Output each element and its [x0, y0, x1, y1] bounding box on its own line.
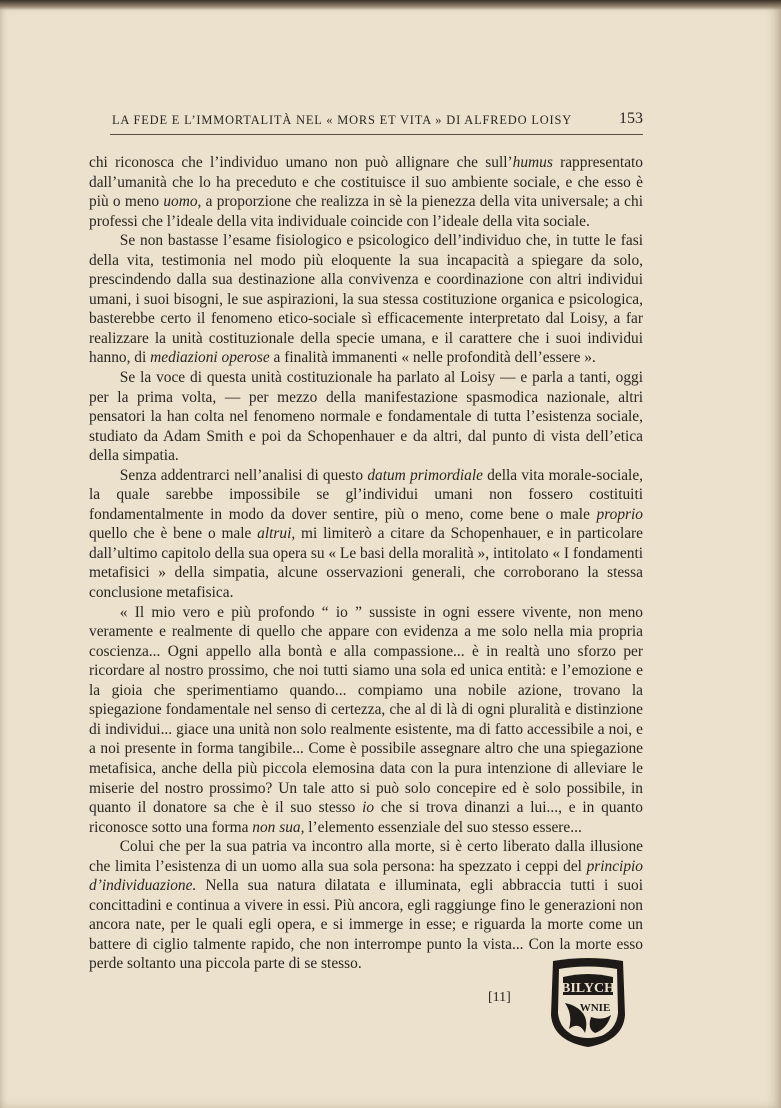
text-run: Colui che per la sua patria va incontro alla morte, si è certo liberato dalla illusione che limita l’esistenza di un uomo alla sua sola persona: ha spezzato i ceppi del	[89, 838, 643, 875]
paragraph	[89, 466, 643, 603]
library-stamp-icon	[545, 955, 631, 1049]
text-run: Se la voce di questa unità costituzionale ha parlato al Loisy — e parla a tanti, oggi per la prima volta, — per mezzo della manifestazione spasmodica nazionale, altri pensatori la han colta nel fenomeno normale e fondamentale di tutta l’esistenza sociale, studiato da Adam Smith e poi da Schopenhauer e da altri, dal punto di vista dell’etica della simpatia.	[89, 369, 643, 465]
text-run: « Il mio vero e più profondo “ io ” sussiste in ogni essere vivente, non meno veramente e realmente di quello che appare con evidenza a me solo nella mia propria coscienza... Ogni appello alla bontà e alla compassione... è in realtà uno sforzo per ricordare al nostro prossimo, che noi tutti siamo una sola ed unica entità: e l’emozione e la gioia che sperimentiamo quando... compiamo una nobile azione, trovano la spiegazione fondamentale nel senso di certezza, che al di là di ogni pluralità e distinzione di individui... giace una unità non solo realmente esistente, ma di fatto accessibile a noi, e a noi presente in forma tangibile... Come è possibile assegnare altro che una spiegazione metafisica, anche della più piccola elemosina data con la pura intenzione di alleviare le miserie del nostro prossimo? Un tale atto si può solo concepire ed è solo possibile, in quanto il donatore sa che è il suo stesso	[89, 603, 643, 817]
text-run: Nella sua natura dilatata e illuminata, egli abbraccia tutti i suoi concittadini e continua a vivere in essi. Più ancora, egli raggiunge fino le generazioni non ancora nate, per le quali egli opera, e si immerge in esse; e riguarda la morte come un battere di ciglio talmente rapido, che non interrompe punto la vista... Con la morte esso perde soltanto una piccola parte di se stesso.	[89, 877, 643, 973]
text-run: della vita morale-sociale, la quale sarebbe impossibile se gl’individui umani non fossero costituiti fondamentalmente in modo da dover sentire, più o meno, come bene o male	[89, 466, 644, 523]
text-run: l’elemento essenziale del suo stesso essere...	[304, 818, 582, 836]
text-run: rappresentato dall’umanità che lo ha preceduto e che costituisce il suo ambiente sociale, e che esso è più o meno	[89, 154, 643, 211]
page-header	[110, 110, 643, 134]
paragraph	[89, 231, 643, 368]
italic-run: datum primordiale	[367, 466, 483, 484]
text-run: Se non bastasse l’esame fisiologico e psicologico dell’individuo che, in tutte le fasi della vita, testimonia nel modo più eloquente la sua incapacità a spiegare da solo, prescindendo dalla sua destinazione alla convivenza e coordinazione con altri individui umani, i suoi bisogni, le sue aspirazioni, la sua stessa costituzione organica e psicologica, basterebbe certo il fenomeno etico-sociale sì efficacemente interpretato dal Loisy, a far realizzare la unità costituzionale della specie umana, e il carattere che i suoi individui hanno, di	[89, 232, 643, 367]
page-number: 153	[619, 110, 643, 127]
paragraph	[89, 837, 643, 974]
header-rule	[110, 134, 643, 135]
text-run: che si trova dinanzi a lui..., e in quanto riconosce sotto una forma	[89, 799, 643, 836]
italic-run: proprio	[596, 505, 643, 523]
paragraph	[89, 368, 643, 466]
paragraph	[89, 603, 643, 838]
text-run: a proporzione che realizza in sè la pienezza della vita universale; a chi professi che l’ideale della vita individuale coincide con l’ideale della vita sociale.	[89, 193, 643, 230]
paragraph	[89, 153, 643, 231]
italic-run: non sua,	[252, 818, 305, 836]
italic-run: io	[362, 799, 375, 817]
running-head: LA FEDE E L’IMMORTALITÀ NEL « MORS ET VITA » DI ALFREDO LOISY	[112, 113, 573, 127]
text-run: quello che è bene o male	[89, 525, 258, 543]
italic-run: mediazioni operose	[150, 349, 270, 367]
text-run: Senza addentrarci nell’analisi di questo	[119, 466, 368, 484]
page-edge-shadow	[0, 0, 781, 10]
text-run: mi limiterò a citare da Schopenhauer, e in particolare dall’ultimo capitolo della sua opera su « Le basi della moralità », intitolato « I fondamenti metafisici » della simpatia, alcune osservazioni generali, che corroborano la stessa conclusione metafisica.	[89, 525, 644, 602]
body-text	[89, 153, 643, 974]
italic-run: principio d’individuazione.	[89, 857, 643, 895]
signature-mark: [11]	[488, 990, 511, 1005]
text-run: a finalità immanenti « nelle profondità dell’essere ».	[269, 349, 596, 367]
italic-run: uomo,	[163, 193, 202, 211]
italic-run: altrui,	[257, 525, 296, 543]
text-run: chi riconosca che l’individuo umano non può allignare che sull’	[89, 154, 513, 171]
italic-run: humus	[512, 154, 553, 171]
stamp-text-top: BILYCH	[561, 981, 615, 996]
stamp-text-bottom: WNIE	[579, 1002, 611, 1014]
